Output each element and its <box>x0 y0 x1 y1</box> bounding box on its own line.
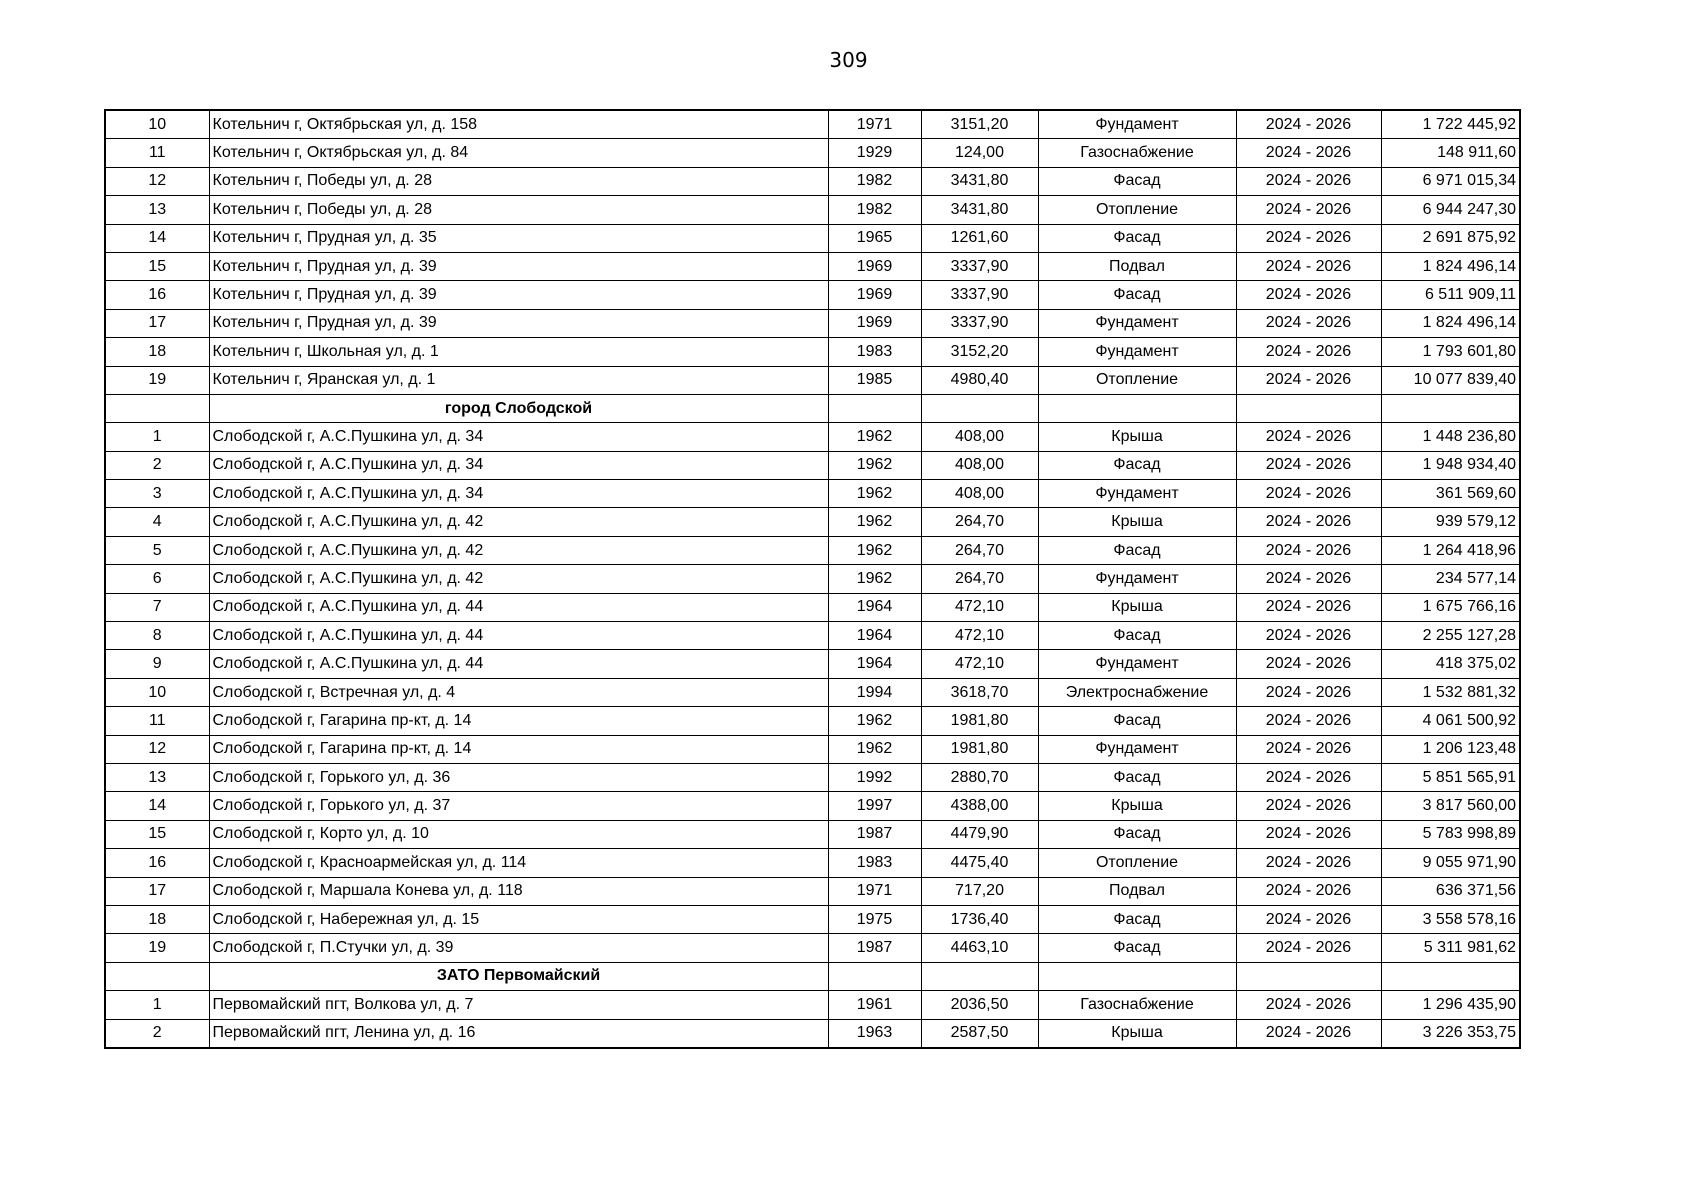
cell-address: Первомайский пгт, Волкова ул, д. 7 <box>209 991 828 1019</box>
table-row <box>105 451 1520 479</box>
cell-work-type: Фундамент <box>1038 110 1236 139</box>
cell-cost: 3 817 560,00 <box>1381 792 1520 820</box>
cell-year: 1962 <box>828 536 921 564</box>
cell-address: Котельнич г, Октябрьская ул, д. 158 <box>209 110 828 139</box>
cell-address: Слободской г, А.С.Пушкина ул, д. 42 <box>209 536 828 564</box>
cell-number: 14 <box>105 792 209 820</box>
cell-year: 1962 <box>828 423 921 451</box>
cell-area: 4479,90 <box>921 820 1038 848</box>
cell-area: 3431,80 <box>921 196 1038 224</box>
section-header-row <box>105 394 1520 422</box>
cell-year: 1971 <box>828 877 921 905</box>
cell-address: Котельнич г, Школьная ул, д. 1 <box>209 338 828 366</box>
cell-period: 2024 - 2026 <box>1236 1019 1381 1048</box>
cell-period: 2024 - 2026 <box>1236 366 1381 394</box>
cell-number: 11 <box>105 707 209 735</box>
cell-work-type: Фасад <box>1038 224 1236 252</box>
cell-address: Котельнич г, Яранская ул, д. 1 <box>209 366 828 394</box>
cell-area: 4388,00 <box>921 792 1038 820</box>
table-row <box>105 565 1520 593</box>
cell-year: 1969 <box>828 309 921 337</box>
cell-cost: 1 296 435,90 <box>1381 991 1520 1019</box>
table-row <box>105 650 1520 678</box>
cell-period: 2024 - 2026 <box>1236 905 1381 933</box>
table-row <box>105 110 1520 139</box>
cell-cost: 5 311 981,62 <box>1381 934 1520 962</box>
cell-area: 1981,80 <box>921 735 1038 763</box>
cell-period: 2024 - 2026 <box>1236 252 1381 280</box>
cell-cost: 1 824 496,14 <box>1381 252 1520 280</box>
cell-period: 2024 - 2026 <box>1236 991 1381 1019</box>
table-row <box>105 536 1520 564</box>
cell-number: 5 <box>105 536 209 564</box>
cell-cost <box>1381 962 1520 990</box>
cell-year: 1975 <box>828 905 921 933</box>
section-title: город Слободской <box>209 394 828 422</box>
cell-address: Слободской г, А.С.Пушкина ул, д. 34 <box>209 423 828 451</box>
cell-work-type: Фасад <box>1038 536 1236 564</box>
cell-number: 19 <box>105 934 209 962</box>
cell-number: 18 <box>105 905 209 933</box>
cell-year: 1965 <box>828 224 921 252</box>
cell-period: 2024 - 2026 <box>1236 423 1381 451</box>
table-row <box>105 139 1520 167</box>
cell-cost: 10 077 839,40 <box>1381 366 1520 394</box>
cell-period: 2024 - 2026 <box>1236 536 1381 564</box>
cell-address: Первомайский пгт, Ленина ул, д. 16 <box>209 1019 828 1048</box>
cell-period <box>1236 962 1381 990</box>
cell-address: Слободской г, Красноармейская ул, д. 114 <box>209 849 828 877</box>
cell-period: 2024 - 2026 <box>1236 224 1381 252</box>
cell-work-type: Фасад <box>1038 622 1236 650</box>
cell-cost: 2 691 875,92 <box>1381 224 1520 252</box>
cell-number: 18 <box>105 338 209 366</box>
cell-period: 2024 - 2026 <box>1236 196 1381 224</box>
cell-address: Котельнич г, Прудная ул, д. 39 <box>209 252 828 280</box>
cell-cost <box>1381 394 1520 422</box>
cell-period: 2024 - 2026 <box>1236 309 1381 337</box>
cell-address: Слободской г, А.С.Пушкина ул, д. 44 <box>209 650 828 678</box>
cell-work-type: Газоснабжение <box>1038 139 1236 167</box>
cell-work-type: Крыша <box>1038 792 1236 820</box>
cell-address: Котельнич г, Прудная ул, д. 35 <box>209 224 828 252</box>
cell-area: 3152,20 <box>921 338 1038 366</box>
cell-year: 1982 <box>828 196 921 224</box>
cell-work-type: Крыша <box>1038 508 1236 536</box>
cell-work-type <box>1038 394 1236 422</box>
cell-year: 1982 <box>828 167 921 195</box>
cell-address: Слободской г, Горького ул, д. 36 <box>209 763 828 791</box>
cell-work-type: Электроснабжение <box>1038 678 1236 706</box>
cell-period <box>1236 394 1381 422</box>
cell-cost: 418 375,02 <box>1381 650 1520 678</box>
cell-area: 1981,80 <box>921 707 1038 735</box>
cell-year: 1962 <box>828 480 921 508</box>
table-row <box>105 707 1520 735</box>
table-row <box>105 366 1520 394</box>
cell-work-type: Фундамент <box>1038 480 1236 508</box>
cell-period: 2024 - 2026 <box>1236 593 1381 621</box>
table-row <box>105 338 1520 366</box>
cell-work-type: Фундамент <box>1038 650 1236 678</box>
cell-address: Котельнич г, Победы ул, д. 28 <box>209 167 828 195</box>
cell-year <box>828 962 921 990</box>
table-row <box>105 423 1520 451</box>
cell-address: Слободской г, П.Стучки ул, д. 39 <box>209 934 828 962</box>
cell-area: 264,70 <box>921 508 1038 536</box>
cell-work-type: Фасад <box>1038 820 1236 848</box>
cell-period: 2024 - 2026 <box>1236 480 1381 508</box>
cell-cost: 5 783 998,89 <box>1381 820 1520 848</box>
cell-area: 472,10 <box>921 622 1038 650</box>
cell-cost: 234 577,14 <box>1381 565 1520 593</box>
cell-period: 2024 - 2026 <box>1236 735 1381 763</box>
cell-work-type: Фасад <box>1038 905 1236 933</box>
cell-period: 2024 - 2026 <box>1236 707 1381 735</box>
cell-number: 2 <box>105 1019 209 1048</box>
table-row <box>105 224 1520 252</box>
cell-area: 124,00 <box>921 139 1038 167</box>
cell-address: Слободской г, Горького ул, д. 37 <box>209 792 828 820</box>
cell-area <box>921 394 1038 422</box>
cell-address: Котельнич г, Победы ул, д. 28 <box>209 196 828 224</box>
cell-number <box>105 394 209 422</box>
cell-number: 13 <box>105 196 209 224</box>
cell-area: 3151,20 <box>921 110 1038 139</box>
table-body <box>105 110 1520 1048</box>
cell-area: 408,00 <box>921 480 1038 508</box>
cell-year: 1987 <box>828 934 921 962</box>
table-row <box>105 678 1520 706</box>
cell-period: 2024 - 2026 <box>1236 820 1381 848</box>
cell-area: 408,00 <box>921 451 1038 479</box>
cell-number: 10 <box>105 678 209 706</box>
cell-cost: 6 944 247,30 <box>1381 196 1520 224</box>
cell-year <box>828 394 921 422</box>
cell-work-type: Фундамент <box>1038 309 1236 337</box>
cell-address: Слободской г, А.С.Пушкина ул, д. 42 <box>209 508 828 536</box>
table-row <box>105 849 1520 877</box>
cell-address: Слободской г, А.С.Пушкина ул, д. 34 <box>209 480 828 508</box>
cell-number: 4 <box>105 508 209 536</box>
table-row <box>105 763 1520 791</box>
cell-area: 2036,50 <box>921 991 1038 1019</box>
cell-number: 2 <box>105 451 209 479</box>
cell-period: 2024 - 2026 <box>1236 877 1381 905</box>
cell-work-type: Подвал <box>1038 252 1236 280</box>
cell-work-type: Крыша <box>1038 593 1236 621</box>
cell-work-type <box>1038 962 1236 990</box>
cell-number: 12 <box>105 167 209 195</box>
cell-cost: 1 824 496,14 <box>1381 309 1520 337</box>
cell-number: 9 <box>105 650 209 678</box>
cell-year: 1964 <box>828 593 921 621</box>
cell-number <box>105 962 209 990</box>
repair-schedule-table <box>104 109 1521 1049</box>
cell-period: 2024 - 2026 <box>1236 167 1381 195</box>
table-row <box>105 167 1520 195</box>
cell-cost: 6 511 909,11 <box>1381 281 1520 309</box>
table-row <box>105 735 1520 763</box>
cell-number: 11 <box>105 139 209 167</box>
cell-cost: 3 558 578,16 <box>1381 905 1520 933</box>
cell-year: 1985 <box>828 366 921 394</box>
cell-year: 1964 <box>828 622 921 650</box>
cell-cost: 1 793 601,80 <box>1381 338 1520 366</box>
cell-work-type: Отопление <box>1038 196 1236 224</box>
cell-number: 7 <box>105 593 209 621</box>
cell-period: 2024 - 2026 <box>1236 849 1381 877</box>
cell-number: 13 <box>105 763 209 791</box>
cell-period: 2024 - 2026 <box>1236 139 1381 167</box>
cell-address: Слободской г, А.С.Пушкина ул, д. 44 <box>209 593 828 621</box>
cell-year: 1963 <box>828 1019 921 1048</box>
cell-address: Слободской г, Маршала Конева ул, д. 118 <box>209 877 828 905</box>
cell-number: 16 <box>105 281 209 309</box>
cell-number: 15 <box>105 252 209 280</box>
table-row <box>105 196 1520 224</box>
cell-year: 1929 <box>828 139 921 167</box>
cell-area <box>921 962 1038 990</box>
cell-year: 1992 <box>828 763 921 791</box>
cell-period: 2024 - 2026 <box>1236 508 1381 536</box>
cell-cost: 1 722 445,92 <box>1381 110 1520 139</box>
cell-cost: 1 532 881,32 <box>1381 678 1520 706</box>
cell-year: 1962 <box>828 565 921 593</box>
cell-year: 1962 <box>828 451 921 479</box>
cell-address: Котельнич г, Прудная ул, д. 39 <box>209 309 828 337</box>
cell-address: Слободской г, Корто ул, д. 10 <box>209 820 828 848</box>
cell-year: 1962 <box>828 707 921 735</box>
cell-address: Слободской г, Гагарина пр-кт, д. 14 <box>209 707 828 735</box>
cell-work-type: Подвал <box>1038 877 1236 905</box>
cell-work-type: Крыша <box>1038 423 1236 451</box>
cell-work-type: Газоснабжение <box>1038 991 1236 1019</box>
table-row <box>105 991 1520 1019</box>
cell-work-type: Отопление <box>1038 366 1236 394</box>
table-row <box>105 905 1520 933</box>
cell-number: 8 <box>105 622 209 650</box>
table-row <box>105 792 1520 820</box>
cell-work-type: Фундамент <box>1038 565 1236 593</box>
cell-year: 1987 <box>828 820 921 848</box>
cell-work-type: Фасад <box>1038 707 1236 735</box>
cell-area: 4475,40 <box>921 849 1038 877</box>
cell-number: 1 <box>105 423 209 451</box>
cell-area: 1736,40 <box>921 905 1038 933</box>
cell-year: 1969 <box>828 252 921 280</box>
cell-work-type: Фасад <box>1038 451 1236 479</box>
cell-cost: 9 055 971,90 <box>1381 849 1520 877</box>
cell-area: 3337,90 <box>921 309 1038 337</box>
cell-area: 2587,50 <box>921 1019 1038 1048</box>
cell-work-type: Фасад <box>1038 763 1236 791</box>
cell-period: 2024 - 2026 <box>1236 678 1381 706</box>
cell-address: Слободской г, Набережная ул, д. 15 <box>209 905 828 933</box>
cell-work-type: Фундамент <box>1038 735 1236 763</box>
cell-cost: 2 255 127,28 <box>1381 622 1520 650</box>
cell-year: 1983 <box>828 338 921 366</box>
cell-area: 472,10 <box>921 650 1038 678</box>
cell-year: 1983 <box>828 849 921 877</box>
cell-period: 2024 - 2026 <box>1236 934 1381 962</box>
cell-period: 2024 - 2026 <box>1236 338 1381 366</box>
cell-cost: 361 569,60 <box>1381 480 1520 508</box>
cell-address: Слободской г, Встречная ул, д. 4 <box>209 678 828 706</box>
page-number: 309 <box>829 48 868 72</box>
cell-area: 264,70 <box>921 565 1038 593</box>
cell-area: 3337,90 <box>921 252 1038 280</box>
cell-number: 3 <box>105 480 209 508</box>
cell-work-type: Фасад <box>1038 167 1236 195</box>
cell-address: Слободской г, А.С.Пушкина ул, д. 42 <box>209 565 828 593</box>
table-row <box>105 622 1520 650</box>
cell-area: 264,70 <box>921 536 1038 564</box>
cell-area: 1261,60 <box>921 224 1038 252</box>
cell-period: 2024 - 2026 <box>1236 763 1381 791</box>
table-row <box>105 508 1520 536</box>
cell-area: 408,00 <box>921 423 1038 451</box>
table-row <box>105 820 1520 848</box>
cell-cost: 148 911,60 <box>1381 139 1520 167</box>
cell-address: Слободской г, Гагарина пр-кт, д. 14 <box>209 735 828 763</box>
cell-number: 16 <box>105 849 209 877</box>
cell-number: 19 <box>105 366 209 394</box>
cell-cost: 1 675 766,16 <box>1381 593 1520 621</box>
cell-year: 1994 <box>828 678 921 706</box>
cell-period: 2024 - 2026 <box>1236 110 1381 139</box>
cell-year: 1961 <box>828 991 921 1019</box>
cell-number: 12 <box>105 735 209 763</box>
cell-cost: 939 579,12 <box>1381 508 1520 536</box>
cell-work-type: Фасад <box>1038 281 1236 309</box>
cell-area: 717,20 <box>921 877 1038 905</box>
cell-area: 3337,90 <box>921 281 1038 309</box>
cell-period: 2024 - 2026 <box>1236 622 1381 650</box>
cell-work-type: Фасад <box>1038 934 1236 962</box>
cell-address: Слободской г, А.С.Пушкина ул, д. 44 <box>209 622 828 650</box>
cell-cost: 1 264 418,96 <box>1381 536 1520 564</box>
section-title: ЗАТО Первомайский <box>209 962 828 990</box>
cell-cost: 636 371,56 <box>1381 877 1520 905</box>
cell-year: 1971 <box>828 110 921 139</box>
cell-address: Котельнич г, Прудная ул, д. 39 <box>209 281 828 309</box>
cell-number: 6 <box>105 565 209 593</box>
table-row <box>105 281 1520 309</box>
cell-number: 10 <box>105 110 209 139</box>
cell-number: 17 <box>105 877 209 905</box>
cell-period: 2024 - 2026 <box>1236 792 1381 820</box>
table-row <box>105 593 1520 621</box>
table-row <box>105 252 1520 280</box>
cell-cost: 6 971 015,34 <box>1381 167 1520 195</box>
cell-address: Слободской г, А.С.Пушкина ул, д. 34 <box>209 451 828 479</box>
cell-cost: 1 448 236,80 <box>1381 423 1520 451</box>
cell-number: 15 <box>105 820 209 848</box>
cell-year: 1964 <box>828 650 921 678</box>
cell-area: 3431,80 <box>921 167 1038 195</box>
table-row <box>105 1019 1520 1048</box>
table-row <box>105 309 1520 337</box>
cell-cost: 5 851 565,91 <box>1381 763 1520 791</box>
table-row <box>105 480 1520 508</box>
cell-cost: 3 226 353,75 <box>1381 1019 1520 1048</box>
cell-area: 472,10 <box>921 593 1038 621</box>
cell-work-type: Крыша <box>1038 1019 1236 1048</box>
cell-work-type: Фундамент <box>1038 338 1236 366</box>
table-row <box>105 877 1520 905</box>
cell-cost: 4 061 500,92 <box>1381 707 1520 735</box>
cell-cost: 1 948 934,40 <box>1381 451 1520 479</box>
cell-work-type: Отопление <box>1038 849 1236 877</box>
cell-period: 2024 - 2026 <box>1236 565 1381 593</box>
cell-area: 4463,10 <box>921 934 1038 962</box>
cell-period: 2024 - 2026 <box>1236 650 1381 678</box>
cell-period: 2024 - 2026 <box>1236 451 1381 479</box>
cell-year: 1962 <box>828 735 921 763</box>
table-row <box>105 934 1520 962</box>
cell-year: 1969 <box>828 281 921 309</box>
cell-area: 3618,70 <box>921 678 1038 706</box>
cell-area: 4980,40 <box>921 366 1038 394</box>
cell-number: 17 <box>105 309 209 337</box>
cell-year: 1997 <box>828 792 921 820</box>
cell-cost: 1 206 123,48 <box>1381 735 1520 763</box>
cell-period: 2024 - 2026 <box>1236 281 1381 309</box>
cell-number: 1 <box>105 991 209 1019</box>
section-header-row <box>105 962 1520 990</box>
cell-address: Котельнич г, Октябрьская ул, д. 84 <box>209 139 828 167</box>
cell-area: 2880,70 <box>921 763 1038 791</box>
cell-number: 14 <box>105 224 209 252</box>
cell-year: 1962 <box>828 508 921 536</box>
